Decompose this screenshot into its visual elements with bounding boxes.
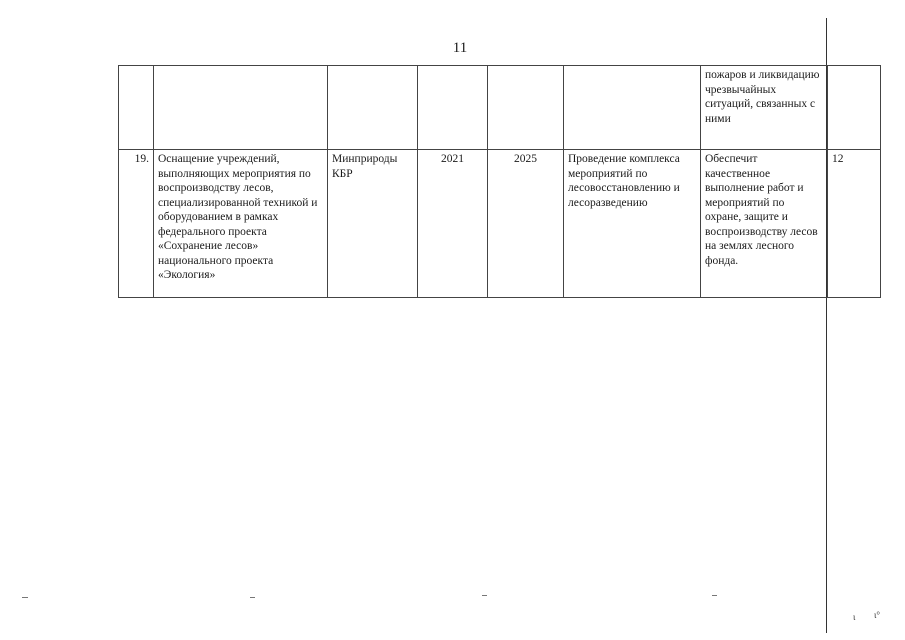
scan-mark: ι — [853, 612, 856, 622]
measures-table — [118, 65, 881, 298]
scan-speck — [250, 597, 255, 598]
table-row-continued — [119, 66, 881, 150]
scan-speck — [482, 595, 487, 596]
page-number: 11 — [452, 40, 468, 56]
cell-link — [828, 66, 881, 150]
cell-link: 12 — [828, 150, 881, 298]
cell-content: Проведение комплекса мероприятий по лесовосстановлению и лесоразведению — [564, 150, 701, 298]
cell-start-year — [418, 66, 488, 150]
cell-activity: Оснащение учреждений, выполняющих мероприятия по воспроизводству лесов, специализированной техникой и оборудованием в рамках федерального проекта «Сохранение лесов» национального проекта «Экология» — [154, 150, 328, 298]
table-row-19 — [119, 150, 881, 298]
scan-mark: ι° — [874, 610, 881, 620]
cell-activity — [154, 66, 328, 150]
cell-end-year — [488, 66, 564, 150]
cell-content — [564, 66, 701, 150]
cell-number — [119, 66, 154, 150]
scan-speck — [712, 595, 717, 596]
cell-end-year: 2025 — [488, 150, 564, 298]
cell-number: 19. — [119, 150, 154, 298]
cell-result: Обеспечит качественное выполнение работ и мероприятий по охране, защите и воспроизводству лесов на землях лесного фонда. — [701, 150, 828, 298]
cell-executor: Минприроды КБР — [328, 150, 418, 298]
scan-speck — [22, 597, 28, 598]
cell-start-year: 2021 — [418, 150, 488, 298]
cell-executor — [328, 66, 418, 150]
cell-result: пожаров и ликвидацию чрезвычайных ситуаций, связанных с ними — [701, 66, 828, 150]
